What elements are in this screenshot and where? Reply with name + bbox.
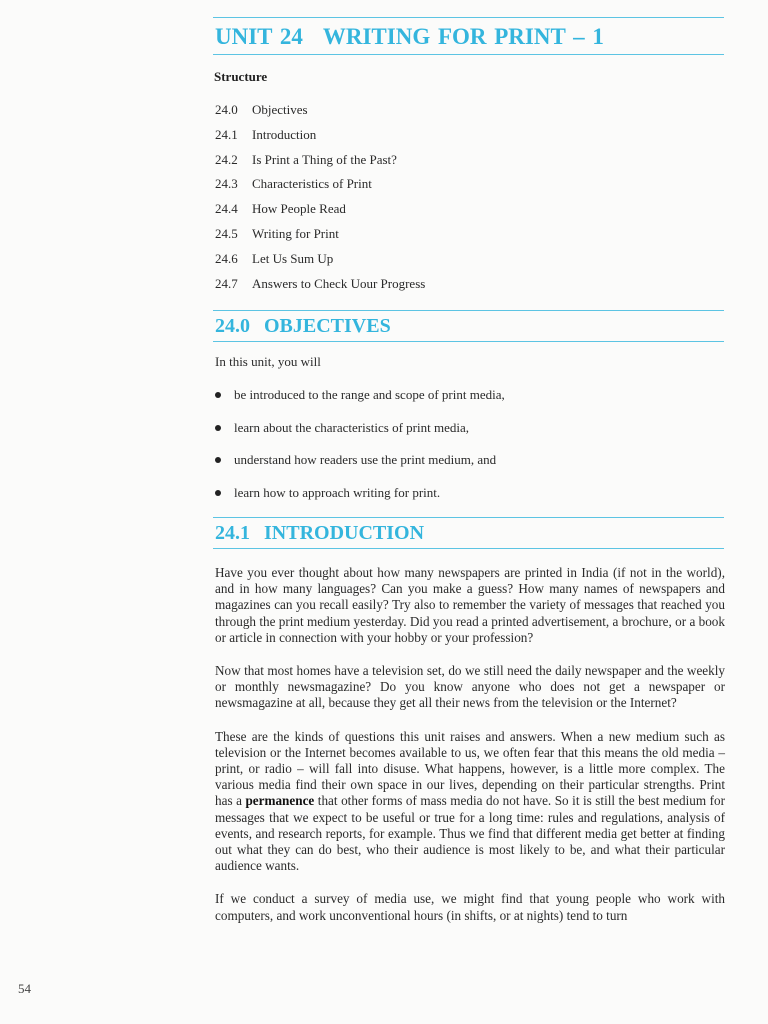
objectives-heading (213, 310, 724, 342)
structure-item-title: Characteristics of Print (252, 176, 372, 192)
structure-item-title: How People Read (252, 201, 346, 217)
structure-item-number: 24.0 (215, 102, 238, 117)
structure-item (215, 224, 425, 249)
paragraph: Have you ever thought about how many newspapers are printed in India (if not in the world), and in how many languages? Can you make a guess? How many names of newspapers and magazines can you recall easily? Try also to remember the variety of messages that reached you through the print medium yesterday. Did you read a printed advertisement, a brochure, or a book or article in connection with your hobby or your profession? (215, 565, 725, 645)
objectives-list (215, 385, 505, 515)
structure-item (215, 150, 425, 175)
bullet-icon (215, 490, 221, 496)
structure-item (215, 274, 425, 299)
structure-item-title: Writing for Print (252, 225, 339, 241)
section-title-text: INTRODUCTION (264, 522, 425, 544)
structure-item (215, 125, 425, 150)
structure-item-title: Let Us Sum Up (252, 250, 334, 266)
introduction-heading (213, 517, 724, 549)
objective-item (215, 483, 505, 516)
section-title-text: OBJECTIVES (264, 315, 391, 337)
bullet-icon (215, 392, 221, 398)
emphasis-text: permanence (245, 793, 315, 809)
structure-item-number: 24.3 (215, 176, 238, 192)
structure-item-title: Is Print a Thing of the Past? (252, 151, 397, 167)
section-title (213, 518, 724, 548)
objective-text: learn how to approach writing for print. (234, 484, 441, 500)
structure-item-title: Introduction (252, 126, 317, 142)
objective-item (215, 385, 505, 418)
objective-text: be introduced to the range and scope of print media, (234, 387, 505, 402)
structure-list (215, 100, 425, 298)
objective-item (215, 418, 505, 451)
structure-item-number: 24.2 (215, 151, 238, 167)
paragraph: If we conduct a survey of media use, we might find that young people who work with computers, and work unconventional hours (in shifts, or at nights) tend to turn (215, 891, 725, 923)
unit-heading (213, 17, 724, 55)
objective-text: understand how readers use the print medium, and (234, 452, 497, 467)
paragraph-text: that other forms of mass media do not have. So it is still the best medium for messages that we expect to be useful or true for a long time: rules and regulations, analysis of events, and research reports, for example. Thus we find that different media get better at finding out what they can do best, who their audience is most likely to be, and what their particular audience wants. (215, 793, 725, 874)
structure-item (215, 174, 425, 199)
objectives-intro: In this unit, you will (215, 354, 321, 369)
paragraph (215, 729, 725, 875)
heading-rule-bottom (213, 548, 724, 549)
structure-item-number: 24.6 (215, 250, 238, 266)
paragraph: Now that most homes have a television set, do we still need the daily newspaper and the weekly or monthly newsmagazine? Do you know anyone who does not get a newspaper or newsmagazine at all, because they get all their news from the television or the Internet? (215, 663, 725, 711)
section-number: 24.0 (215, 315, 250, 337)
structure-item-title: Objectives (252, 102, 308, 117)
bullet-icon (215, 457, 221, 463)
unit-title (213, 18, 724, 54)
paragraph-text: These are the kinds of questions this unit raises and answers. When a new medium such as television or the Internet becomes available to us, we often fear that this means the old media – print, or radio – will fall into disuse. What happens, however, is a little more complex. The various media find their own space in our lives, depending on their particular strengths. Print has a (215, 728, 725, 809)
bullet-icon (215, 425, 221, 431)
introduction-body (215, 565, 725, 924)
unit-number: UNIT 24 (215, 24, 303, 49)
structure-item (215, 199, 425, 224)
objective-text: learn about the characteristics of print media, (234, 419, 469, 435)
objective-item (215, 450, 505, 483)
structure-item-number: 24.1 (215, 126, 238, 142)
structure-item-number: 24.5 (215, 225, 238, 241)
structure-label: Structure (214, 69, 268, 84)
page-number: 54 (18, 981, 31, 996)
heading-rule-bottom (213, 54, 724, 55)
structure-item-title: Answers to Check Uour Progress (252, 275, 426, 291)
structure-item (215, 249, 425, 274)
unit-title-text: WRITING FOR PRINT – 1 (322, 24, 604, 49)
section-number: 24.1 (215, 522, 250, 544)
structure-item-number: 24.4 (215, 201, 238, 217)
structure-item (215, 100, 425, 125)
structure-item-number: 24.7 (215, 275, 238, 291)
heading-rule-bottom (213, 341, 724, 342)
section-title (213, 311, 724, 341)
